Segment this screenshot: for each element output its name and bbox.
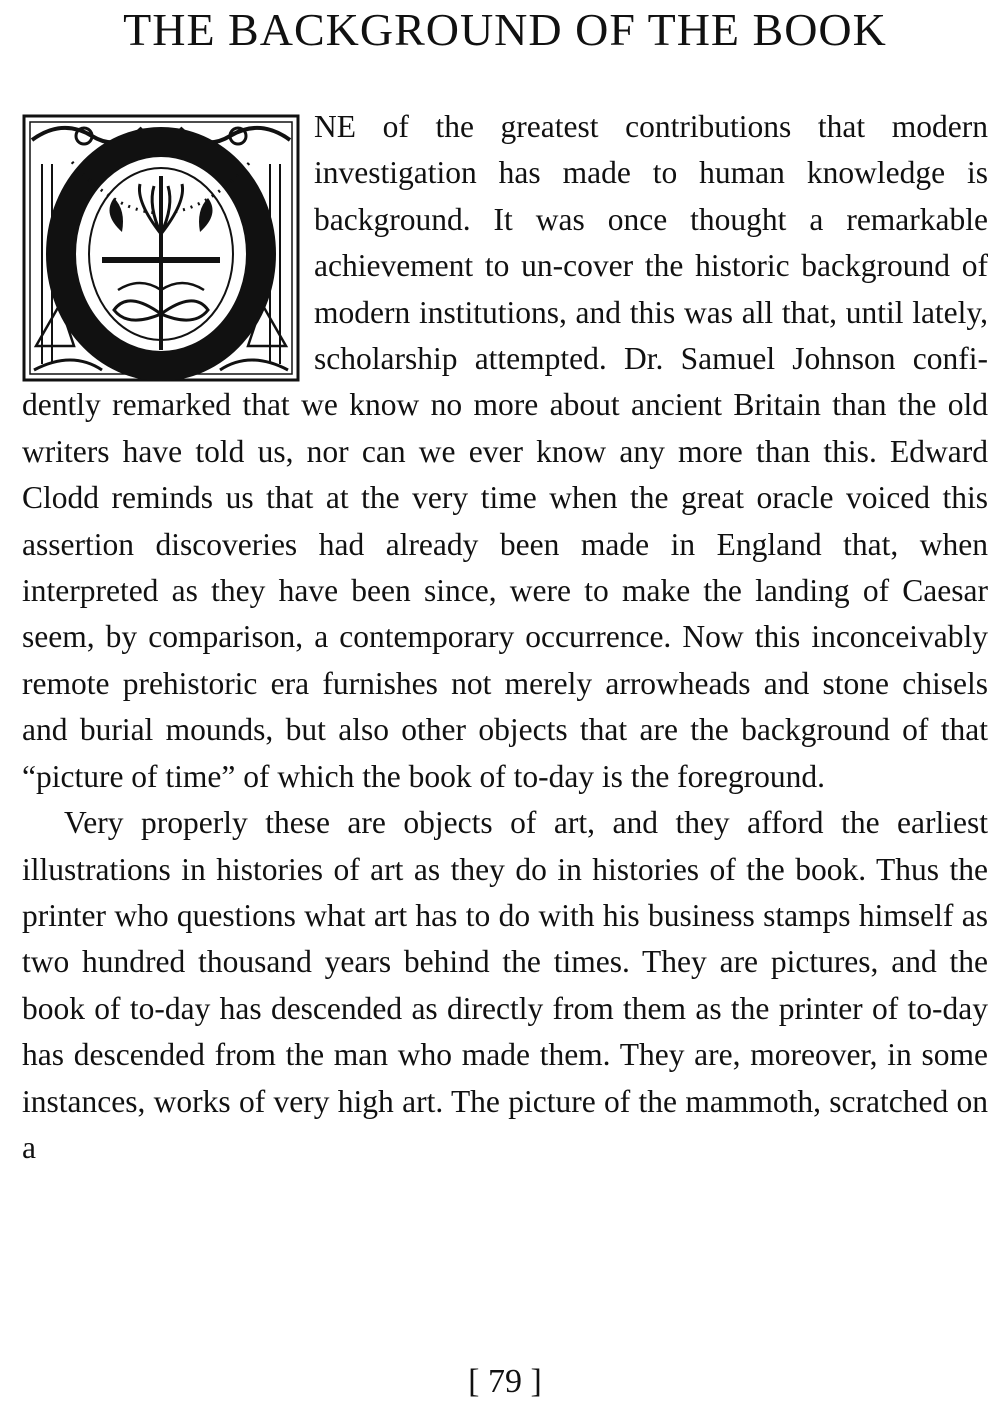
lead-in-text: NE [314,109,356,144]
body-text [22,104,988,1171]
book-page [22,0,988,1417]
ornamental-drop-cap-o-icon [22,114,300,382]
running-head: THE BACKGROUND OF THE BOOK [123,4,887,55]
page-number: [ 79 ] [468,1363,542,1400]
paragraph-1-text: of the greatest contributions that modern investigation has made to human knowledge is background. It was once thought a remarkable achievement to un-cover the historic background of modern institutions, and this was all that, until lately, scholarship attempted. Dr. Samuel Johnson confi-dently remarked that we know no more about ancient Britain than the old writers have told us, nor can we ever know any more than this. Edward Clodd reminds us that at the very time when the great oracle voiced this assertion discoveries had already been made in England that, when interpreted as they have been since, were to make the landing of Caesar seem, by comparison, a contemporary occurrence. Now this inconceivably remote prehistoric era furnishes not merely arrowheads and stone chisels and burial mounds, but also other objects that are the background of that “picture of time” of which the book of to-day is the foreground. [22,109,988,794]
paragraph-2: Very properly these are objects of art, and they afford the earliest illustrations in histories of art as they do in histories of the book. Thus the printer who questions what art has to do with his business stamps himself as two hundred thousand years behind the times. They are pictures, and the book of to-day has descended as directly from them as the printer of to-day has descended from the man who made them. They are, moreover, in some instances, works of very high art. The picture of the mammoth, scratched on a [22,805,988,1165]
